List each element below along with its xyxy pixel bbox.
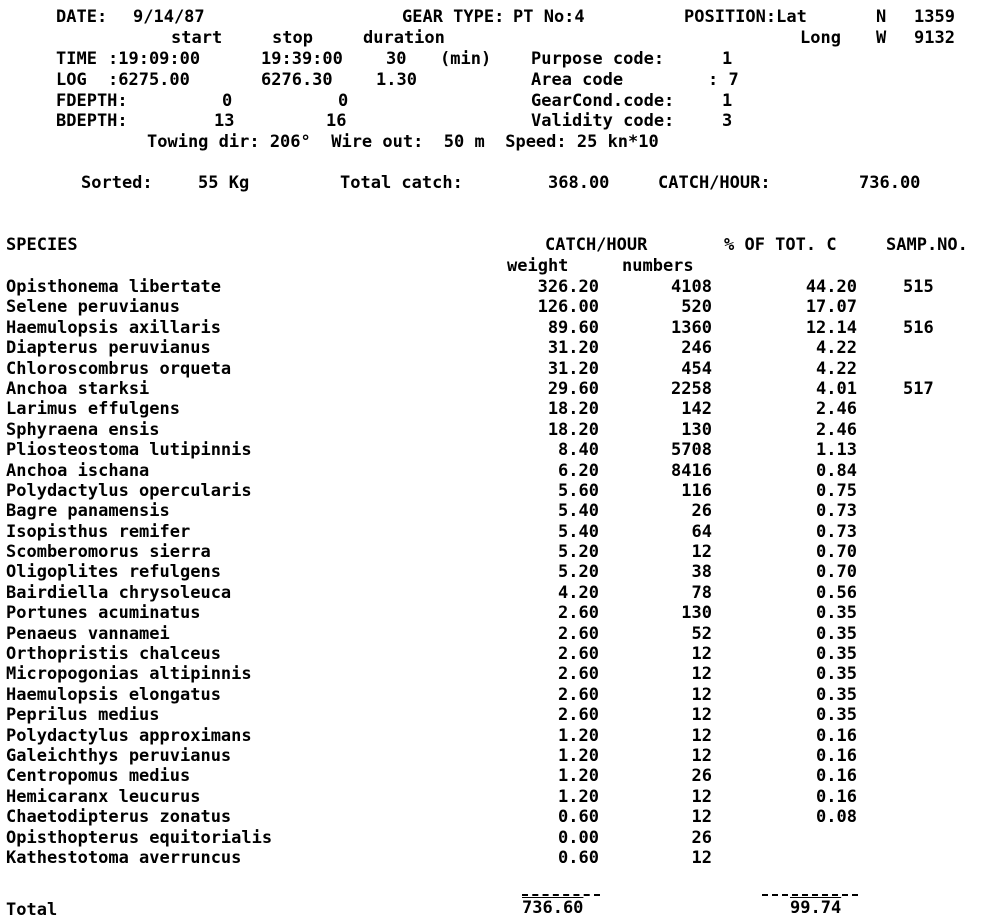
numbers-value: 12 xyxy=(691,847,712,868)
weight-value: 2.60 xyxy=(558,684,599,705)
total-catch-value: 368.00 xyxy=(548,173,610,193)
table-row xyxy=(0,848,1000,868)
table-row xyxy=(0,603,1000,623)
weight-value: 1.20 xyxy=(558,766,599,787)
date-label: DATE: xyxy=(56,7,108,27)
percent-value: 0.35 xyxy=(816,623,857,644)
percent-total-rule xyxy=(762,894,858,896)
time-stop: 19:39:00 xyxy=(261,49,343,69)
table-row xyxy=(0,338,1000,358)
bdepth-label: BDEPTH: xyxy=(56,111,128,131)
species-name: Opisthopterus equitorialis xyxy=(6,827,273,848)
table-row xyxy=(0,420,1000,440)
weight-value: 5.20 xyxy=(558,562,599,583)
species-column-header: SPECIES xyxy=(6,235,78,255)
species-name: Galeichthys peruvianus xyxy=(6,745,232,766)
table-row xyxy=(0,705,1000,725)
longitude-label: Long xyxy=(800,28,841,48)
numbers-value: 142 xyxy=(681,399,712,420)
date-value: 9/14/87 xyxy=(133,7,205,27)
numbers-value: 5708 xyxy=(671,440,712,461)
numbers-value: 520 xyxy=(681,297,712,318)
percent-value: 0.73 xyxy=(816,501,857,522)
percent-value: 4.01 xyxy=(816,378,857,399)
numbers-value: 26 xyxy=(691,501,712,522)
longitude-value: 9132 xyxy=(914,28,955,48)
species-name: Sphyraena ensis xyxy=(6,419,160,440)
species-name: Opisthonema libertate xyxy=(6,277,221,297)
numbers-value: 38 xyxy=(691,562,712,583)
numbers-value: 8416 xyxy=(671,460,712,481)
numbers-subheader: numbers xyxy=(622,256,694,276)
species-name: Selene peruvianus xyxy=(6,297,180,318)
numbers-value: 246 xyxy=(681,338,712,359)
numbers-value: 12 xyxy=(691,644,712,665)
numbers-value: 116 xyxy=(681,480,712,501)
table-row xyxy=(0,481,1000,501)
numbers-value: 12 xyxy=(691,725,712,746)
percent-value: 0.16 xyxy=(816,766,857,787)
species-name: Polydactylus opercularis xyxy=(6,480,252,501)
species-name: Oligoplites refulgens xyxy=(6,562,221,583)
numbers-value: 130 xyxy=(681,603,712,624)
species-name: Orthopristis chalceus xyxy=(6,644,221,665)
weight-value: 29.60 xyxy=(547,378,599,399)
numbers-value: 1360 xyxy=(671,317,712,338)
table-row xyxy=(0,685,1000,705)
weight-value: 6.20 xyxy=(558,460,599,481)
species-name: Diapterus peruvianus xyxy=(6,338,211,359)
gear-type-value: PT No:4 xyxy=(513,7,585,27)
weight-value: 326.20 xyxy=(537,277,599,297)
gear-condition-value: 1 xyxy=(722,91,733,111)
species-name: Portunes acuminatus xyxy=(6,603,201,624)
percent-value: 2.46 xyxy=(816,419,857,440)
time-unit: (min) xyxy=(440,49,492,69)
fdepth-stop: 0 xyxy=(338,91,349,111)
species-name: Pliosteostoma lutipinnis xyxy=(6,440,252,461)
catch-per-hour-value: 736.00 xyxy=(859,173,921,193)
species-name: Peprilus medius xyxy=(6,705,160,726)
percent-value: 44.20 xyxy=(805,277,857,297)
sorted-label: Sorted: xyxy=(81,173,153,193)
percent-value: 0.35 xyxy=(816,644,857,665)
percent-value: 0.35 xyxy=(816,705,857,726)
numbers-value: 12 xyxy=(691,542,712,563)
table-row xyxy=(0,501,1000,521)
weight-value: 1.20 xyxy=(558,745,599,766)
sample-number: 516 xyxy=(903,317,934,338)
numbers-value: 26 xyxy=(691,827,712,848)
weight-value: 126.00 xyxy=(537,297,599,318)
species-name: Bagre panamensis xyxy=(6,501,170,522)
log-stop: 6276.30 xyxy=(261,70,333,90)
species-name: Chaetodipterus zonatus xyxy=(6,807,232,828)
table-row xyxy=(0,644,1000,664)
weight-value: 2.60 xyxy=(558,644,599,665)
weight-value: 4.20 xyxy=(558,582,599,603)
numbers-value: 130 xyxy=(681,419,712,440)
weight-value: 5.40 xyxy=(558,521,599,542)
towing-line: Towing dir: 206° Wire out: 50 m Speed: 25 kn*10 xyxy=(147,132,659,152)
species-name: Anchoa starksi xyxy=(6,378,150,399)
weight-value: 5.40 xyxy=(558,501,599,522)
percent-value: 0.70 xyxy=(816,542,857,563)
weight-value: 8.40 xyxy=(558,440,599,461)
species-name: Kathestotoma averruncus xyxy=(6,847,242,868)
total-weight: 736.60 xyxy=(522,898,584,918)
time-duration: 30 xyxy=(386,49,407,69)
weight-value: 31.20 xyxy=(547,338,599,359)
percent-value: 0.70 xyxy=(816,562,857,583)
percent-value: 0.16 xyxy=(816,725,857,746)
species-name: Hemicaranx leucurus xyxy=(6,786,201,807)
numbers-value: 12 xyxy=(691,745,712,766)
table-row xyxy=(0,766,1000,786)
sample-number: 517 xyxy=(903,378,934,399)
weight-value: 2.60 xyxy=(558,623,599,644)
weight-value: 0.00 xyxy=(558,827,599,848)
table-row xyxy=(0,359,1000,379)
catch-hour-column-header: CATCH/HOUR xyxy=(545,235,648,255)
percent-value: 0.35 xyxy=(816,603,857,624)
bdepth-start: 13 xyxy=(214,111,235,131)
percent-value: 0.16 xyxy=(816,786,857,807)
time-label: TIME xyxy=(56,49,97,69)
weight-value: 5.20 xyxy=(558,542,599,563)
total-catch-label: Total catch: xyxy=(340,173,463,193)
percent-value: 0.08 xyxy=(816,807,857,828)
species-name: Scomberomorus sierra xyxy=(6,542,211,563)
table-row xyxy=(0,277,1000,297)
position-label: POSITION:Lat xyxy=(684,7,807,27)
table-row xyxy=(0,297,1000,317)
species-table xyxy=(0,277,1000,868)
table-row xyxy=(0,726,1000,746)
table-row xyxy=(0,318,1000,338)
weight-value: 18.20 xyxy=(547,419,599,440)
percent-value: 12.14 xyxy=(805,317,857,338)
species-name: Isopisthus remifer xyxy=(6,521,191,542)
purpose-code-value: 1 xyxy=(722,49,733,69)
area-code-value: : 7 xyxy=(708,70,739,90)
percent-value: 0.35 xyxy=(816,664,857,685)
numbers-value: 454 xyxy=(681,358,712,379)
table-row xyxy=(0,542,1000,562)
fdepth-start: 0 xyxy=(222,91,233,111)
catch-per-hour-label: CATCH/HOUR: xyxy=(658,173,771,193)
numbers-value: 12 xyxy=(691,705,712,726)
species-name: Larimus effulgens xyxy=(6,399,180,420)
table-row xyxy=(0,399,1000,419)
percent-total-column-header: % OF TOT. C xyxy=(724,235,837,255)
weight-value: 1.20 xyxy=(558,725,599,746)
table-row xyxy=(0,461,1000,481)
weight-value: 0.60 xyxy=(558,847,599,868)
percent-value: 2.46 xyxy=(816,399,857,420)
percent-value: 0.73 xyxy=(816,521,857,542)
latitude-hemisphere: N xyxy=(876,7,887,27)
numbers-value: 12 xyxy=(691,786,712,807)
longitude-hemisphere: W xyxy=(876,28,887,48)
species-name: Penaeus vannamei xyxy=(6,623,170,644)
percent-value: 0.84 xyxy=(816,460,857,481)
species-name: Haemulopsis axillaris xyxy=(6,317,221,338)
table-row xyxy=(0,440,1000,460)
percent-value: 0.56 xyxy=(816,582,857,603)
sample-number-column-header: SAMP.NO. xyxy=(886,235,968,255)
numbers-value: 2258 xyxy=(671,378,712,399)
weight-value: 18.20 xyxy=(547,399,599,420)
column-stop-label: stop xyxy=(272,28,313,48)
fdepth-label: FDEPTH: xyxy=(56,91,128,111)
weight-total-rule xyxy=(522,894,600,896)
sorted-value: 55 Kg xyxy=(198,173,250,193)
numbers-value: 4108 xyxy=(671,277,712,297)
total-percent: 99.74 xyxy=(790,898,842,918)
table-row xyxy=(0,583,1000,603)
total-label: Total xyxy=(6,900,58,920)
weight-value: 2.60 xyxy=(558,603,599,624)
validity-code-label: Validity code: xyxy=(531,111,675,131)
percent-value: 4.22 xyxy=(816,358,857,379)
percent-value: 0.16 xyxy=(816,745,857,766)
weight-value: 5.60 xyxy=(558,480,599,501)
weight-value: 2.60 xyxy=(558,664,599,685)
weight-value: 31.20 xyxy=(547,358,599,379)
weight-value: 0.60 xyxy=(558,807,599,828)
log-start: :6275.00 xyxy=(108,70,190,90)
latitude-value: 1359 xyxy=(914,7,955,27)
numbers-value: 52 xyxy=(691,623,712,644)
species-name: Chloroscombrus orqueta xyxy=(6,358,232,379)
percent-value: 17.07 xyxy=(805,297,857,318)
species-name: Haemulopsis elongatus xyxy=(6,684,221,705)
column-duration-label: duration xyxy=(363,28,445,48)
numbers-value: 12 xyxy=(691,684,712,705)
log-duration: 1.30 xyxy=(376,70,417,90)
table-row xyxy=(0,807,1000,827)
percent-value: 0.75 xyxy=(816,480,857,501)
log-label: LOG xyxy=(56,70,87,90)
table-row xyxy=(0,624,1000,644)
table-row xyxy=(0,562,1000,582)
time-start: :19:09:00 xyxy=(108,49,201,69)
numbers-value: 26 xyxy=(691,766,712,787)
percent-value: 4.22 xyxy=(816,338,857,359)
column-start-label: start xyxy=(171,28,223,48)
validity-code-value: 3 xyxy=(722,111,733,131)
species-name: Micropogonias altipinnis xyxy=(6,664,252,685)
table-row xyxy=(0,664,1000,684)
numbers-value: 12 xyxy=(691,807,712,828)
bdepth-stop: 16 xyxy=(326,111,347,131)
weight-value: 1.20 xyxy=(558,786,599,807)
numbers-value: 12 xyxy=(691,664,712,685)
species-name: Bairdiella chrysoleuca xyxy=(6,582,232,603)
weight-value: 89.60 xyxy=(547,317,599,338)
species-name: Anchoa ischana xyxy=(6,460,150,481)
gear-condition-label: GearCond.code: xyxy=(531,91,675,111)
table-row xyxy=(0,746,1000,766)
percent-value: 0.35 xyxy=(816,684,857,705)
table-row xyxy=(0,379,1000,399)
table-row xyxy=(0,787,1000,807)
purpose-code-label: Purpose code: xyxy=(531,49,665,69)
numbers-value: 64 xyxy=(691,521,712,542)
weight-subheader: weight xyxy=(507,256,569,276)
numbers-value: 78 xyxy=(691,582,712,603)
gear-type-label: GEAR TYPE: xyxy=(402,7,505,27)
weight-value: 2.60 xyxy=(558,705,599,726)
table-row xyxy=(0,828,1000,848)
table-row xyxy=(0,522,1000,542)
species-name: Polydactylus approximans xyxy=(6,725,252,746)
sample-number: 515 xyxy=(903,277,934,297)
area-code-label: Area code xyxy=(531,70,624,90)
percent-value: 1.13 xyxy=(816,440,857,461)
species-name: Centropomus medius xyxy=(6,766,191,787)
